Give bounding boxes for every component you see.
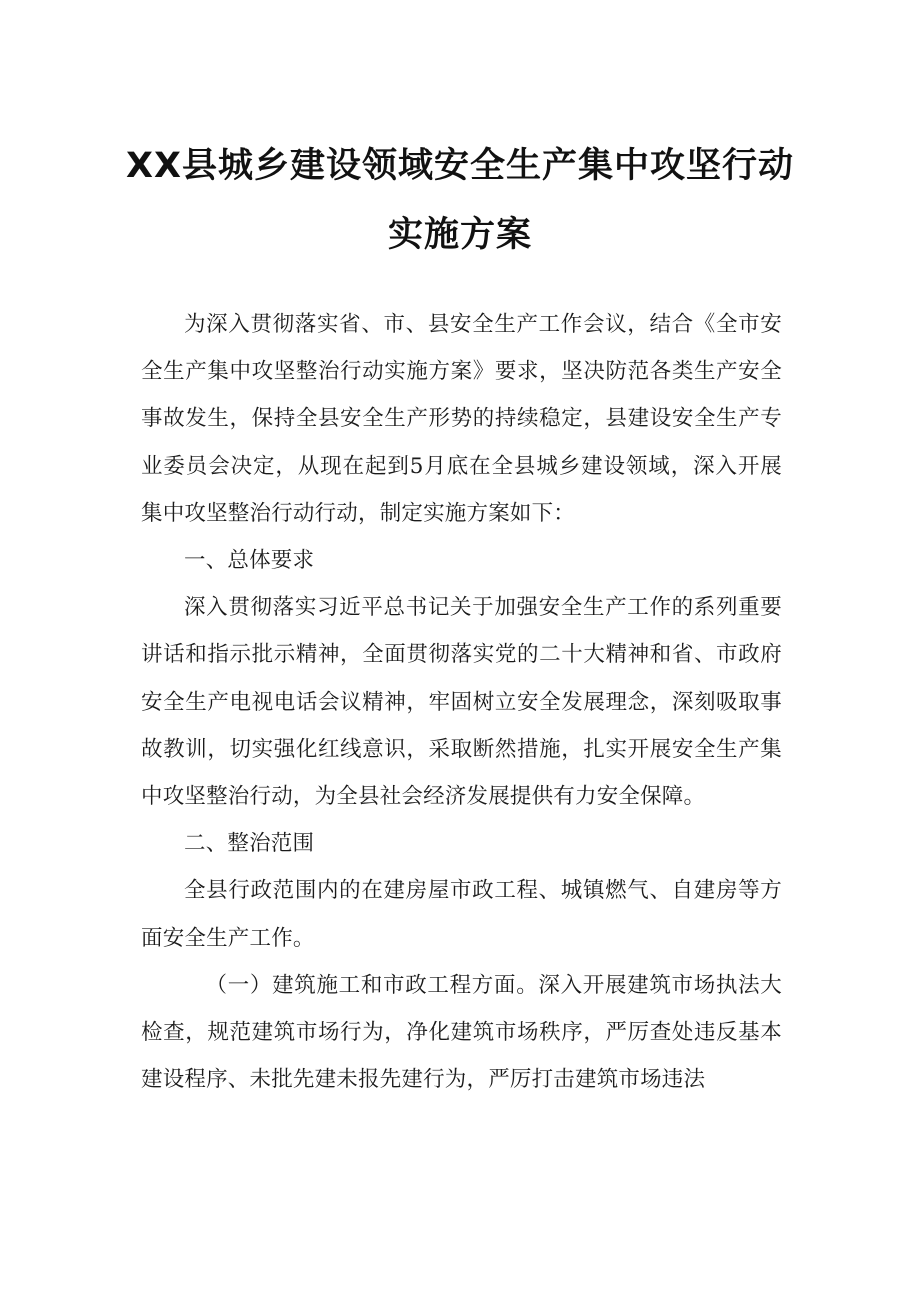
paragraph-general-requirements: 深入贯彻落实习近平总书记关于加强安全生产工作的系列重要讲话和指示批示精神，全面贯彻落实党的二十大精神和省、市政府安全生产电视电话会议精神，牢固树立安全发展理念，深刻吸取事故教训，切实强化红线意识，采取断然措施，扎实开展安全生产集中攻坚整治行动，为全县社会经济发展提供有力安全保障。: [141, 595, 782, 810]
paragraph-scope: 全县行政范围内的在建房屋市政工程、城镇燃气、自建房等方面安全生产工作。: [141, 878, 782, 951]
document-title-line-1: XX县城乡建设领域安全生产集中攻坚行动: [126, 146, 794, 186]
section-heading-general-requirements: 一、总体要求: [184, 548, 315, 574]
paragraph-intro: 为深入贯彻落实省、市、县安全生产工作会议，结合《全市安全生产集中攻坚整治行动实施方案》要求，坚决防范各类生产安全事故发生，保持全县安全生产形势的持续稳定，县建设安全生产专业委员会决定，从现在起到5月底在全县城乡建设领域，深入开展集中攻坚整治行动行动，制定实施方案如下：: [141, 312, 782, 526]
document-title-line-2: 实施方案: [387, 215, 532, 255]
section-heading-scope: 二、整治范围: [184, 831, 315, 857]
paragraph-construction-item: （一）建筑施工和市政工程方面。深入开展建筑市场执法大检查，规范建筑市场行为，净化建筑市场秩序，严厉查处违反基本建设程序、未批先建未报先建行为，严厉打击建筑市场违法: [141, 972, 782, 1093]
document-body: [141, 301, 782, 1103]
